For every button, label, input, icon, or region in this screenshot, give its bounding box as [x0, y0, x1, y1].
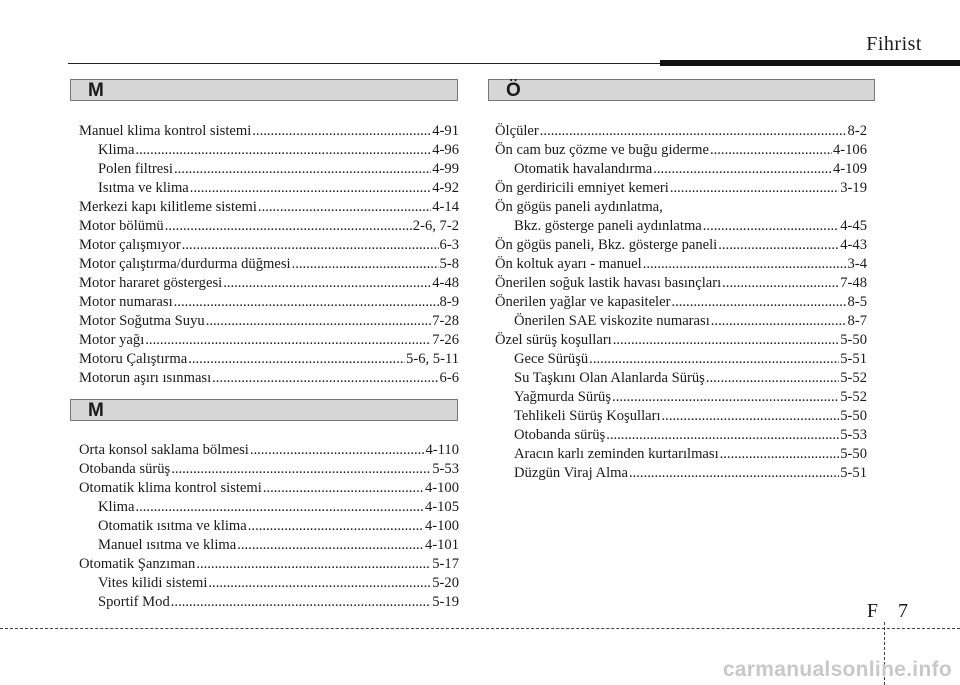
index-entry: [79, 460, 459, 479]
dot-leader: [292, 255, 439, 274]
index-entry-page: 4-105: [424, 499, 459, 515]
dot-leader: [718, 236, 839, 255]
dot-leader: [248, 517, 424, 536]
dot-leader: [612, 388, 839, 407]
index-entry: [495, 179, 867, 198]
dot-leader: [711, 312, 847, 331]
index-entry: [79, 198, 459, 217]
index-entry-label: Motor bölümü: [79, 218, 164, 234]
index-entry: [495, 217, 867, 236]
dot-leader: [263, 479, 424, 498]
index-entry-label: Otomatik ısıtma ve klima: [98, 518, 247, 534]
dot-leader: [174, 160, 431, 179]
dot-leader: [706, 369, 839, 388]
index-entry-page: 3-4: [847, 256, 867, 272]
dot-leader: [171, 593, 431, 612]
index-entry-label: Sportif Mod: [98, 594, 170, 610]
index-entry: [79, 236, 459, 255]
dot-leader: [613, 331, 840, 350]
dot-leader: [258, 198, 431, 217]
index-entry-label: Önerilen soğuk lastik havası basınçları: [495, 275, 722, 291]
dot-leader: [653, 160, 832, 179]
index-entry: [495, 426, 867, 445]
index-entry: [495, 407, 867, 426]
index-entry: [495, 160, 867, 179]
index-entry-label: Önerilen SAE viskozite numarası: [514, 313, 710, 329]
header-rule-thin: [68, 63, 660, 64]
dot-leader: [662, 407, 840, 426]
index-entry: [79, 479, 459, 498]
dot-leader: [703, 217, 839, 236]
page-header-title: Fihrist: [866, 33, 922, 55]
index-entry-label: Manuel klima kontrol sistemi: [79, 123, 252, 139]
index-entry-page: 8-2: [847, 123, 867, 139]
index-entry-page: 4-96: [432, 142, 459, 158]
index-entry-page: 4-100: [424, 518, 459, 534]
index-entry-page: 8-5: [847, 294, 867, 310]
index-entry: [79, 312, 459, 331]
page-number: 7: [898, 600, 908, 622]
index-entry: [79, 293, 459, 312]
index-entry-page: 6-6: [439, 370, 459, 386]
index-entry-label: Otomatik klima kontrol sistemi: [79, 480, 262, 496]
dot-leader: [250, 441, 425, 460]
index-entry-page: 7-26: [432, 332, 459, 348]
watermark-text: carmanualsonline.info: [722, 658, 952, 681]
index-entry-label: Gece Sürüşü: [514, 351, 589, 367]
index-entry: [495, 198, 867, 217]
dot-leader: [237, 536, 424, 555]
index-entry: [79, 369, 459, 388]
section-letter: F: [866, 600, 878, 622]
section-header-m-2: M: [70, 399, 458, 421]
index-entry: [79, 350, 459, 369]
dot-leader: [606, 426, 839, 445]
dot-leader: [190, 179, 431, 198]
index-entry-page: 4-110: [425, 442, 459, 458]
dot-leader: [196, 555, 431, 574]
index-entry-page: 5-51: [840, 465, 867, 481]
index-entry-page: 5-17: [432, 556, 459, 572]
index-entry: [495, 255, 867, 274]
index-entry: [495, 350, 867, 369]
index-entry-label: Ön gerdiricili emniyet kemeri: [495, 180, 669, 196]
index-entry-label: Ölçüler: [495, 123, 539, 139]
dot-leader: [589, 350, 839, 369]
index-entry-label: Motorun aşırı ısınması: [79, 370, 212, 386]
dot-leader: [208, 574, 431, 593]
index-entry-label: Motor hararet göstergesi: [79, 275, 223, 291]
index-entry: [79, 536, 459, 555]
index-entry: [495, 293, 867, 312]
index-entry-label: Otomatik havalandırma: [514, 161, 653, 177]
index-entry-label: Polen filtresi: [98, 161, 173, 177]
index-entry-label: Isıtma ve klima: [98, 180, 189, 196]
index-entry: [79, 555, 459, 574]
dot-leader: [188, 350, 405, 369]
index-entry-page: 4-109: [832, 161, 867, 177]
index-entry-page: 4-100: [424, 480, 459, 496]
index-entry: [79, 122, 459, 141]
index-entry-label: Motor Soğutma Suyu: [79, 313, 205, 329]
index-entry-page: 2-6, 7-2: [412, 218, 459, 234]
dot-leader: [171, 460, 431, 479]
index-entry-label: Otobanda sürüş: [514, 427, 606, 443]
index-entry-page: 5-52: [840, 370, 867, 386]
index-entry-page: 5-8: [439, 256, 459, 272]
index-entry-label: Yağmurda Sürüş: [514, 389, 612, 405]
index-entry-label: Motor çalışmıyor: [79, 237, 181, 253]
index-entry-label: Motor numarası: [79, 294, 173, 310]
dot-leader: [135, 141, 431, 160]
index-entry-label: Klima: [98, 499, 135, 515]
index-entry-label: Özel sürüş koşulları: [495, 332, 612, 348]
index-entry-page: 8-7: [847, 313, 867, 329]
index-entry-label: Motor çalıştırma/durdurma düğmesi: [79, 256, 291, 272]
dot-leader: [206, 312, 432, 331]
index-entry-page: 5-51: [840, 351, 867, 367]
dot-leader: [629, 464, 839, 483]
index-entry: [79, 255, 459, 274]
index-entry-label: Ön gögüs paneli, Bkz. gösterge paneli: [495, 237, 718, 253]
index-entries-m: [79, 122, 459, 388]
section-header-o-umlaut: Ö: [488, 79, 875, 101]
header-rule-thick: [660, 60, 960, 66]
index-entry-label: Ön cam buz çözme ve buğu giderme: [495, 142, 709, 158]
index-entry-page: 5-6, 5-11: [406, 351, 459, 367]
index-entry-page: 4-91: [432, 123, 459, 139]
index-entry: [495, 312, 867, 331]
index-entry: [495, 236, 867, 255]
index-entries-m-2: [79, 441, 459, 612]
dot-leader: [182, 236, 439, 255]
dot-leader: [135, 498, 423, 517]
dot-leader: [223, 274, 431, 293]
index-entry-label: Motor yağı: [79, 332, 145, 348]
index-entry: [79, 331, 459, 350]
index-entry-page: 4-48: [432, 275, 459, 291]
index-entry-label: Vites kilidi sistemi: [98, 575, 208, 591]
dot-leader: [643, 255, 847, 274]
index-entry-label: Önerilen yağlar ve kapasiteler: [495, 294, 671, 310]
index-entry-label: Aracın karlı zeminden kurtarılması: [514, 446, 719, 462]
index-entry-page: 4-99: [432, 161, 459, 177]
index-entry: [495, 464, 867, 483]
index-entry-label: Otobanda sürüş: [79, 461, 171, 477]
index-entry-label: Ön gögüs paneli aydınlatma,: [495, 199, 663, 215]
index-entry-page: 5-50: [840, 446, 867, 462]
dot-leader: [165, 217, 412, 236]
index-entry: [495, 369, 867, 388]
index-entry-page: 5-50: [840, 332, 867, 348]
index-entry-page: 4-14: [432, 199, 459, 215]
index-entry-page: 4-45: [840, 218, 867, 234]
dot-leader: [145, 331, 431, 350]
index-entry: [495, 141, 867, 160]
index-entry-page: 5-50: [840, 408, 867, 424]
index-entry: [495, 388, 867, 407]
index-entry-page: 4-101: [424, 537, 459, 553]
index-entry-label: Tehlikeli Sürüş Koşulları: [514, 408, 661, 424]
dot-leader: [540, 122, 847, 141]
index-entry: [495, 331, 867, 350]
dot-leader: [252, 122, 431, 141]
section-header-m: M: [70, 79, 458, 101]
index-entry-label: Su Taşkını Olan Alanlarda Sürüş: [514, 370, 705, 386]
dot-leader: [174, 293, 439, 312]
index-entry: [79, 517, 459, 536]
dot-leader: [212, 369, 438, 388]
index-entry-label: Motoru Çalıştırma: [79, 351, 188, 367]
index-entry-page: 8-9: [439, 294, 459, 310]
index-entry-page: 7-28: [432, 313, 459, 329]
index-entry: [79, 160, 459, 179]
index-entry: [495, 274, 867, 293]
dot-leader: [710, 141, 832, 160]
index-entries-o-umlaut: [495, 122, 867, 483]
index-entry: [79, 441, 459, 460]
index-entry: [495, 445, 867, 464]
dot-leader: [720, 445, 840, 464]
footer-rule: [0, 628, 960, 629]
index-entry: [79, 274, 459, 293]
index-entry-page: 5-53: [432, 461, 459, 477]
index-entry-page: 4-106: [832, 142, 867, 158]
index-entry: [79, 593, 459, 612]
index-entry-label: Orta konsol saklama bölmesi: [79, 442, 249, 458]
index-entry-page: 7-48: [840, 275, 867, 291]
index-entry-label: Klima: [98, 142, 135, 158]
index-entry-page: 6-3: [439, 237, 459, 253]
index-entry-page: 5-19: [432, 594, 459, 610]
index-entry: [79, 217, 459, 236]
index-entry: [79, 574, 459, 593]
index-entry-label: Merkezi kapı kilitleme sistemi: [79, 199, 257, 215]
index-entry-page: 5-20: [432, 575, 459, 591]
index-entry-page: 4-43: [840, 237, 867, 253]
dot-leader: [670, 179, 839, 198]
header-rule: [0, 60, 960, 66]
index-entry-label: Bkz. gösterge paneli aydınlatma: [514, 218, 702, 234]
index-entry-page: 5-52: [840, 389, 867, 405]
index-entry: [495, 122, 867, 141]
index-entry-label: Otomatik Şanzıman: [79, 556, 196, 572]
index-entry: [79, 141, 459, 160]
index-entry-label: Manuel ısıtma ve klima: [98, 537, 237, 553]
dot-leader: [722, 274, 839, 293]
dot-leader: [671, 293, 846, 312]
index-entry-page: 3-19: [840, 180, 867, 196]
index-entry: [79, 498, 459, 517]
index-entry-label: Ön koltuk ayarı - manuel: [495, 256, 642, 272]
index-entry-page: 4-92: [432, 180, 459, 196]
index-entry-page: 5-53: [840, 427, 867, 443]
index-entry-label: Düzgün Viraj Alma: [514, 465, 628, 481]
index-entry: [79, 179, 459, 198]
